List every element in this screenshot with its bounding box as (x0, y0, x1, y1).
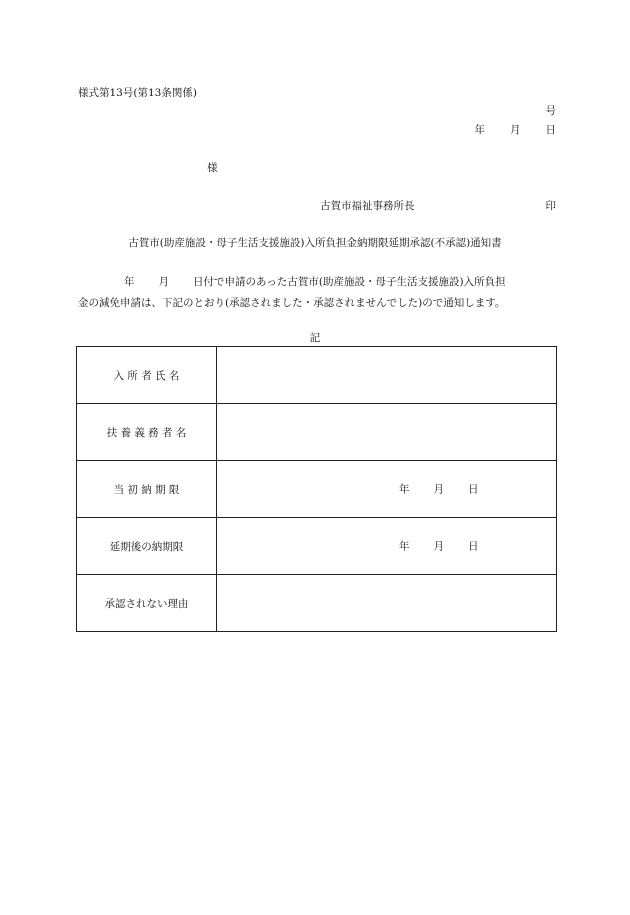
table-row (77, 404, 557, 461)
notice-body-line-1 (78, 272, 558, 293)
rejection-reason-label: 承認されない理由 (77, 575, 217, 632)
document-number-label: 号 (545, 105, 556, 117)
issue-date-year: 年 (474, 124, 485, 136)
extended-deadline-month: 月 (433, 540, 444, 553)
original-deadline-date (399, 482, 479, 497)
body-month: 月 (158, 276, 169, 288)
details-table (76, 346, 557, 632)
form-number: 様式第13号(第13条関係) (78, 87, 197, 99)
original-deadline-year: 年 (399, 483, 410, 496)
rejection-reason-field[interactable] (217, 575, 557, 632)
original-deadline-month: 月 (433, 483, 444, 496)
resident-name-label: 入 所 者 氏 名 (77, 347, 217, 404)
original-deadline-day: 日 (468, 483, 479, 496)
extended-deadline-day: 日 (468, 540, 479, 553)
body-line1-rest: 日付で申請のあった古賀市(助産施設・母子生活支援施設)入所負担 (193, 276, 506, 288)
ki-heading: 記 (309, 332, 321, 344)
table-row (77, 461, 557, 518)
issue-date (475, 125, 557, 136)
original-deadline-label: 当 初 納 期 限 (77, 461, 217, 518)
guardian-name-label: 扶 養 義 務 者 名 (77, 404, 217, 461)
issue-date-day: 日 (545, 124, 556, 136)
resident-name-field[interactable] (217, 347, 557, 404)
seal-mark: 印 (545, 200, 556, 212)
issue-date-month: 月 (510, 124, 521, 136)
table-row (77, 347, 557, 404)
notice-body-line-2: 金の減免申請は、下記のとおり(承認されました・承認されませんでした)ので通知します。 (78, 297, 506, 309)
extended-deadline-field[interactable] (217, 518, 557, 575)
document-title: 古賀市(助産施設・母子生活支援施設)入所負担金納期限延期承認(不承認)通知書 (128, 237, 502, 249)
addressee-honorific: 様 (207, 162, 218, 174)
issuer-name: 古賀市福祉事務所長 (320, 200, 415, 212)
notice-body (78, 272, 558, 314)
original-deadline-field[interactable] (217, 461, 557, 518)
body-year: 年 (124, 276, 135, 288)
table-row (77, 518, 557, 575)
guardian-name-field[interactable] (217, 404, 557, 461)
extended-deadline-label: 延期後の納期限 (77, 518, 217, 575)
extended-deadline-year: 年 (399, 540, 410, 553)
table-row (77, 575, 557, 632)
extended-deadline-date (399, 539, 479, 554)
